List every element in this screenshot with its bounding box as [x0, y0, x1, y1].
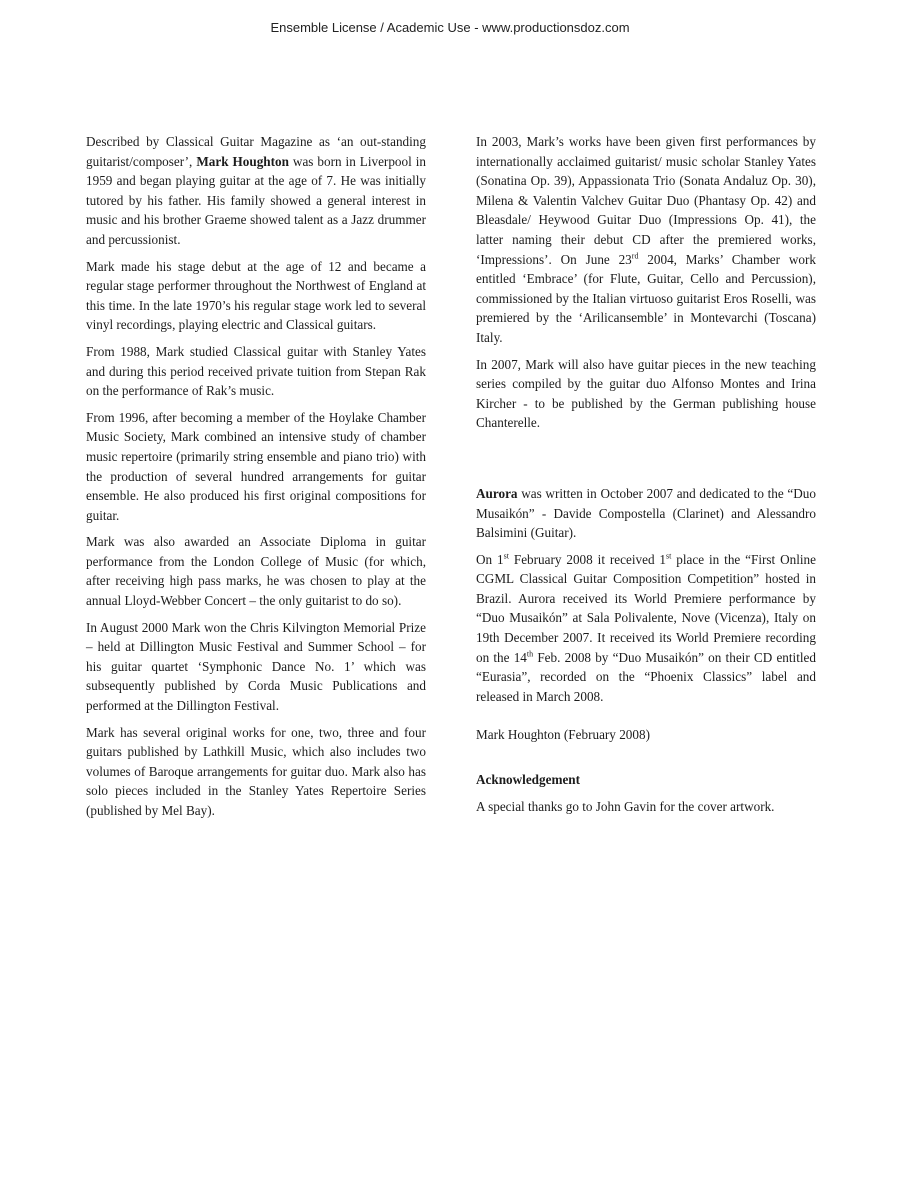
bio-paragraph-5: Mark was also awarded an Associate Diploma in guitar performance from the London College of Music (for which, after receiving high pass marks, he was chosen to play at the annual Lloyd-Webber Concert – the only guitarist to do so).: [86, 534, 426, 609]
acknowledgement-text: A special thanks go to John Gavin for the cover artwork.: [476, 798, 775, 814]
bio-paragraph-4: From 1996, after becoming a member of the Hoylake Chamber Music Society, Mark combined an intensive study of chamber music repertoire (primarily string ensemble and piano trio) with the production of several hundred arrangements for guitar ensemble. He also produced his first original compositions for guitar.: [86, 409, 426, 523]
ordinal-suffix: th: [526, 649, 534, 659]
text-span: Described by Classical Guitar Magazine as ‘an out-standing guitarist/composer’,: [86, 134, 426, 169]
text-span: February 2008 it received 1: [508, 551, 667, 567]
ordinal-suffix: st: [666, 551, 672, 561]
text-span: On 1: [476, 551, 504, 567]
aurora-history-paragraph: [476, 550, 816, 707]
acknowledgement-heading: Acknowledgement: [476, 772, 581, 788]
right-column: [476, 132, 816, 823]
aurora-paragraph: [476, 484, 816, 543]
bio-paragraph-8: [476, 132, 816, 348]
bio-paragraph-9: In 2007, Mark will also have guitar pieces in the new teaching series compiled by the guitar duo Alfonso Montes and Irina Kircher - to be published by the German publishing house Chanterelle.: [476, 356, 816, 431]
text-span: Feb. 2008 by “Duo Musaikón” on their CD entitled “Eurasia”, recorded on the “Phoenix Classics” label and released in March 2008.: [476, 649, 816, 704]
page-header: Ensemble License / Academic Use - www.productionsdoz.com: [270, 20, 630, 35]
text-span: was written in October 2007 and dedicated to the “Duo Musaikón” - Davide Compostella (Clarinet) and Alessandro Balsimini (Guitar).: [476, 485, 816, 541]
bio-paragraph-2: Mark made his stage debut at the age of 12 and became a regular stage performer throughout the Northwest of England at this time. In the late 1970’s his regular stage work led to several vinyl recordings, playing electric and Classical guitars.: [86, 258, 426, 333]
text-span: was born in Liverpool in 1959 and began playing guitar at the age of 7. He was initially tutored by his father. His family showed a general interest in music and his brother Graeme showed talent as a Jazz drummer and percussionist.: [86, 153, 426, 247]
bio-paragraph-1: [86, 132, 426, 250]
ordinal-suffix: st: [503, 551, 509, 561]
bio-paragraph-6: In August 2000 Mark won the Chris Kilvington Memorial Prize – held at Dillington Music Festival and Summer School – for his guitar quartet ‘Symphonic Dance No. 1’ which was subsequently published by Corda Music Publications and performed at the Dillington Festival.: [86, 619, 426, 714]
signature: Mark Houghton (February 2008): [476, 727, 650, 743]
text-span: In 2003, Mark’s works have been given first performances by internationally acclaimed guitarist/ music scholar Stanley Yates (Sonatina Op. 39), Appassionata Trio (Sonata Andaluz Op. 30), Milena & Valentin Valchev Guitar Duo (Phantasy Op. 42) and Bleasdale/ Heywood Guitar Duo (Impressions Op. 41), the latter naming their debut CD after the premiered works, ‘Impressions’. On June 23: [476, 134, 816, 267]
left-column: [86, 132, 426, 828]
text-span: place in the “First Online CGML Classical Guitar Composition Competition” hosted in Brazil. Aurora received its World Premiere performance by “Duo Musaikón” at Sala Polivalente, Nove (Vicenza), Italy on 19th December 2007. It received its World Premiere recording on the 14: [476, 551, 816, 665]
ordinal-suffix: rd: [631, 251, 639, 261]
text-span: 2004, Marks’ Chamber work entitled ‘Embrace’ (for Flute, Guitar, Cello and Percussion), commissioned by the Italian virtuoso guitarist Eros Roselli, was premiered by the ‘Arilicansemble’ in Montevarchi (Toscana) Italy.: [476, 251, 816, 345]
composer-name: Mark Houghton: [196, 153, 289, 169]
piece-title: Aurora: [476, 485, 518, 501]
bio-paragraph-7: Mark has several original works for one, two, three and four guitars published by Lathkill Music, which also includes two volumes of Baroque arrangements for guitar duo. Mark also has solo pieces included in the Stanley Yates Repertoire Series (published by Mel Bay).: [86, 724, 426, 818]
bio-paragraph-3: From 1988, Mark studied Classical guitar with Stanley Yates and during this period received private tuition from Stepan Rak on the performance of Rak’s music.: [86, 343, 426, 399]
